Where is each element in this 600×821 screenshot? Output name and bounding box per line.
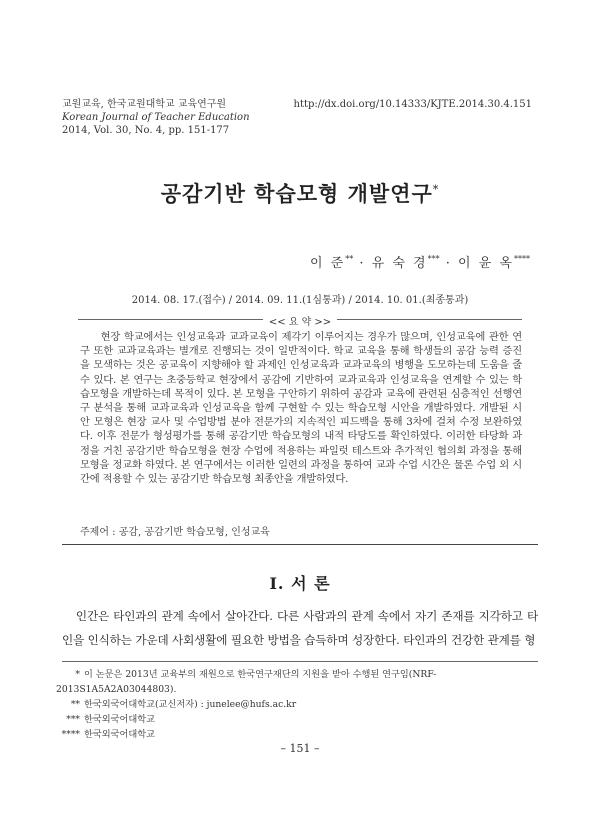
footnote-text: 이 논문은 2013년 교육부의 재원으로 한국연구재단의 지원을 받아 수행된 연구임(NRF-2013S1A5A2A03044803). [56, 669, 437, 695]
footnote [56, 712, 546, 727]
keywords: 주제어 : 공감, 공감기반 학습모형, 인성교육 [80, 527, 270, 538]
journal-header [62, 98, 250, 137]
footnote-text: 한국외국어대학교 [84, 714, 156, 725]
author-mark: **** [514, 254, 530, 264]
footnote-mark: *** [66, 714, 80, 725]
doi-link[interactable]: http://dx.doi.org/10.14333/KJTE.2014.30.4.151 [293, 99, 532, 110]
journal-english-name: Korean Journal of Teacher Education [62, 112, 250, 123]
author-separator: · [445, 256, 452, 271]
volume-line: 2014, Vol. 30, No. 4, pp. 151-177 [62, 125, 230, 136]
author-name: 이 윤 옥 [458, 256, 514, 271]
abstract-heading-row [78, 313, 522, 327]
footnote [56, 697, 546, 712]
author-mark: *** [427, 254, 440, 264]
section-title: Ⅰ. 서 론 [269, 574, 331, 593]
footnotes [56, 667, 546, 742]
submission-dates: 2014. 08. 17.(접수) / 2014. 09. 11.(1심통과) / 2014. 10. 01.(최종통과) [131, 295, 469, 306]
footnote-mark: ** [70, 699, 80, 710]
paper-title-text: 공감기반 학습모형 개발연구 [160, 181, 433, 206]
abstract-text: 현장 학교에서는 인성교육과 교과교육이 제각기 이루어지는 경우가 많으며, 인성교육에 관한 연구 또한 교과교육과는 별개로 진행되는 것이 일반적이다. 학교 교육을 통해 학생들의 공감 능력 증진을 모색하는 것은 공교육이 지향해야 할 과제인 인성교육과 교과교육의 병행을 도모하는데 도움을 줄 수 있다. 본 연구는 초중등학교 현장에서 공감에 기반하여 교과교육과 인성교육을 연계할 수 있는 학습모형을 개발하는데 목적이 있다. 본 모형을 구안하기 위하여 공감과 교육에 관련된 심층적인 선행연구 분석을 통해 교과교육과 인성교육을 함께 구현할 수 있는 학습모형 시안을 개발하였다. 개발된 시안 모형은 현장 교사 및 수업방법 분야 전문가의 지속적인 피드백을 통해 3차에 걸쳐 수정 보완하였다. 이후 전문가 형성평가를 통해 공감기반 학습모형의 내적 타당도를 확인하였다. 이러한 타당화 과정을 거친 공감기반 학습모형을 현장 수업에 적용하는 파일럿 테스트와 추가적인 협의회 과정을 통해 모형을 정교화 하였다. 본 연구에서는 이러한 일련의 과정을 통하여 교과 수업 시간은 물론 수업 외 시간에 적용할 수 있는 공감기반 학습모형 최종안을 개발하였다. [80, 331, 522, 486]
body-paragraph: 인간은 타인과의 관계 속에서 살아간다. 다른 사람과의 관계 속에서 자기 존재를 지각하고 타인을 인식하는 가운데 사회생활에 필요한 방법을 습득하며 성장한다. 타인과의 건강한 관계를 형 [62, 609, 538, 647]
paper-title [0, 178, 600, 208]
footnote-mark: **** [61, 729, 80, 740]
author-list [310, 252, 530, 271]
section-divider [62, 544, 538, 545]
page-number: – 151 – [280, 742, 320, 755]
author-separator: · [359, 256, 366, 271]
publisher-line: 교원교육, 한국교원대학교 교육연구원 [62, 99, 227, 110]
footnote [56, 667, 546, 697]
footnote-divider [62, 661, 538, 662]
footnote-mark: * [75, 669, 80, 680]
footnote-text: 한국외국어대학교 [84, 729, 156, 740]
author-name: 이 준 [310, 256, 346, 271]
author-name: 유 숙 경 [371, 256, 428, 271]
footnote [56, 727, 546, 742]
title-footnote-mark: * [432, 183, 440, 196]
abstract-heading: << 요 약 >> [263, 317, 337, 328]
footnote-text: 한국외국어대학교(교신저자) : junelee@hufs.ac.kr [84, 699, 297, 710]
author-mark: ** [345, 254, 354, 264]
